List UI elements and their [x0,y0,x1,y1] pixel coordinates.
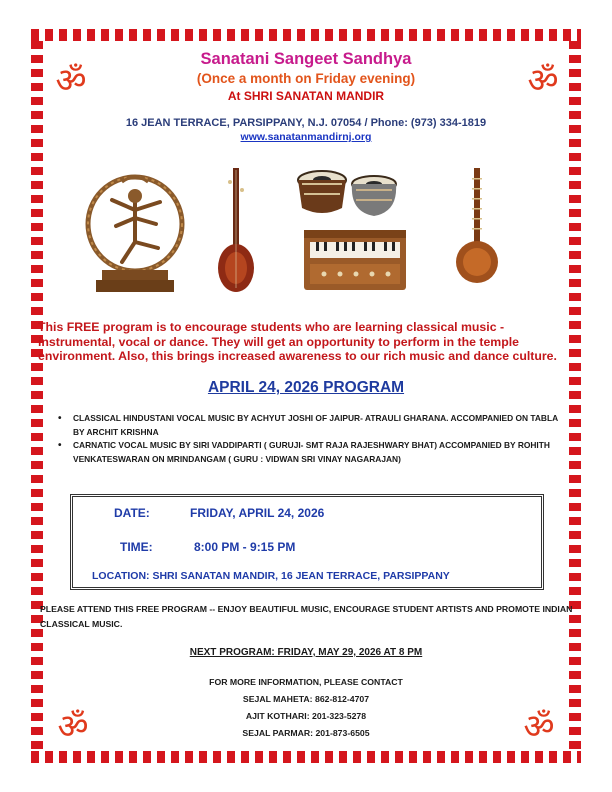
om-icon: ॐ [527,61,559,101]
contact-heading: FOR MORE INFORMATION, PLEASE CONTACT [209,677,403,687]
tanpura-icon [214,164,258,296]
contact-person: SEJAL PARMAR: 201-873-6505 [242,728,370,738]
date-label: DATE: [114,506,150,520]
list-item: • CARNATIC VOCAL MUSIC BY SIRI VADDIPARTI ( GURUJI- SMT RAJA RAJESHWARY BHAT) ACCOMPANIED BY ROHITH VENKATESWARAN ON MRINDANGAM ( GURU : VIDWAN SRI VINAY NAGARAJAN) [62,439,562,466]
next-program: NEXT PROGRAM: FRIDAY, MAY 29, 2026 AT 8 PM [189,647,423,658]
nataraja-statue-icon [82,162,188,296]
om-icon: ॐ [55,61,87,101]
time-label: TIME: [120,540,153,554]
contact-person: SEJAL MAHETA: 862-812-4707 [242,694,370,704]
om-icon: ॐ [57,707,89,747]
location-line: LOCATION: SHRI SANATAN MANDIR, 16 JEAN TERRACE, PARSIPPANY [92,570,450,582]
program-list [62,412,562,466]
page-subtitle: (Once a month on Friday evening) [196,71,416,86]
venue-heading: At SHRI SANATAN MANDIR [227,89,385,103]
program-description: This FREE program is to encourage students who are learning classical music - instrumental, vocal or dance. They will get an opportunity to perform in the temple environment. Also, this brings increased awareness to our rich music and dance culture. [38,320,557,363]
page-title: Sanatani Sangeet Sandhya [200,50,412,68]
list-item: • CLASSICAL HINDUSTANI VOCAL MUSIC BY ACHYUT JOSHI OF JAIPUR- ATRAULI GHARANA. ACCOMPANIED ON TABLA BY ARCHIT KRISHNA [62,412,562,439]
date-value: FRIDAY, APRIL 24, 2026 [190,506,325,520]
tabla-icon [294,166,404,222]
address-line: 16 JEAN TERRACE, PARSIPPANY, N.J. 07054 / Phone: (973) 334-1819 [125,117,487,129]
harmonium-icon [300,224,410,294]
sitar-icon [452,164,502,286]
program-title: APRIL 24, 2026 PROGRAM [207,379,405,396]
website-link[interactable]: www.sanatanmandirnj.org [240,131,372,143]
om-icon: ॐ [523,707,555,747]
attend-message: PLEASE ATTEND THIS FREE PROGRAM -- ENJOY BEAUTIFUL MUSIC, ENCOURAGE STUDENT ARTISTS AND PROMOTE INDIAN CLASSICAL MUSIC. [40,604,573,629]
time-value: 8:00 PM - 9:15 PM [194,540,296,554]
contact-person: AJIT KOTHARI: 201-323-5278 [245,711,367,721]
